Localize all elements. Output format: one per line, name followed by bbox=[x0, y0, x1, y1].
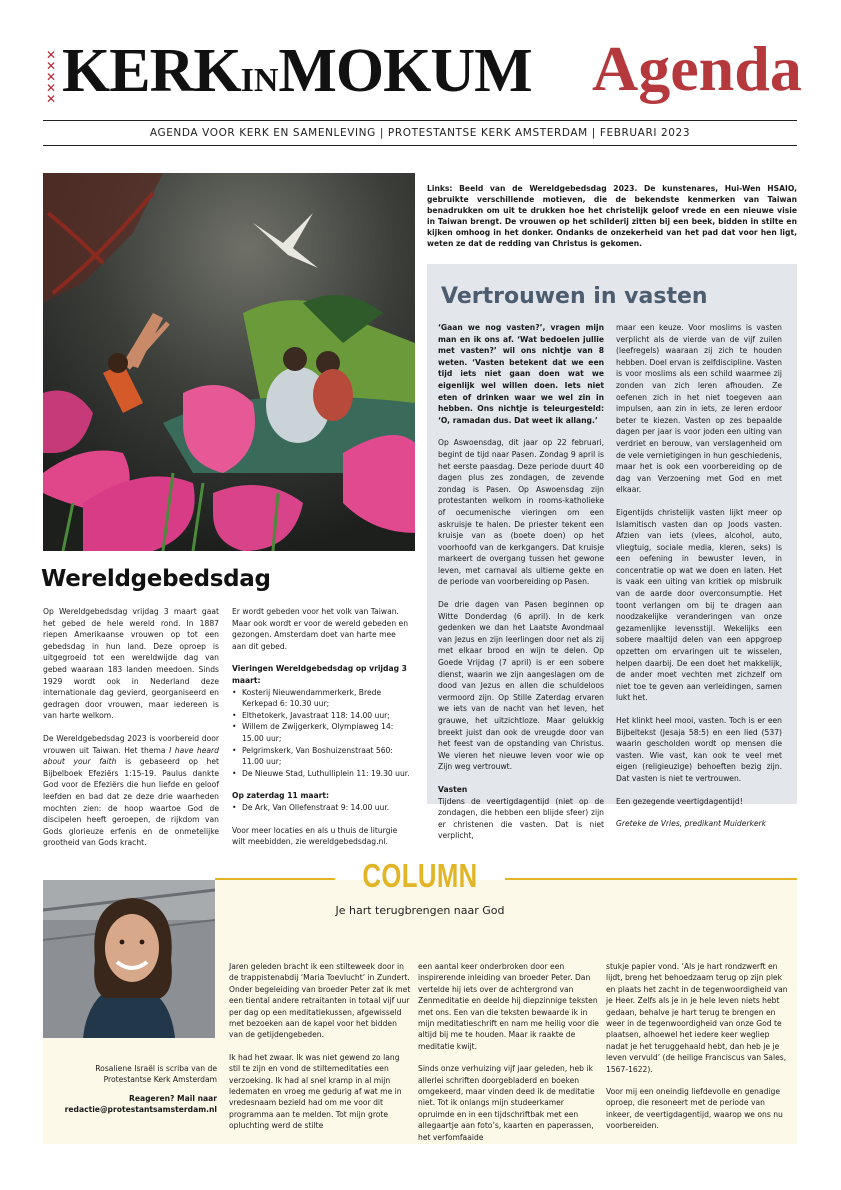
column-text-1 bbox=[229, 961, 413, 1143]
masthead-kerk: KERK bbox=[62, 37, 241, 105]
masthead-mokum: MOKUM bbox=[278, 37, 532, 105]
wereld-text: De Wereldgebedsdag 2023 is voorbereid door vrouwen uit Taiwan. Het thema bbox=[43, 733, 219, 755]
wereldgebedsdag-painting bbox=[43, 173, 415, 551]
vertrouwen-blessing: Een gezegende veertigdagentijd! bbox=[616, 796, 743, 806]
column-text-3 bbox=[606, 961, 790, 1143]
reply-contact[interactable]: Reageren? Mail naar redactie@protestantsamsterdam.nl bbox=[64, 1094, 217, 1114]
subtitle-rule bbox=[43, 145, 797, 146]
column-heading: COLUMN bbox=[362, 857, 478, 894]
list-item: • Willem de Zwijgerkerk, Olympiaweg 14: 15.00 uur; bbox=[232, 721, 412, 744]
vertrouwen-signature: Greteke de Vries, predikant Muiderkerk bbox=[616, 819, 767, 829]
masthead-subtitle: AGENDA VOOR KERK EN SAMENLEVING | PROTESTANTSE KERK AMSTERDAM | FEBRUARI 2023 bbox=[149, 127, 691, 139]
wereld-column-1 bbox=[43, 606, 219, 860]
vieringen-heading: Vieringen Wereldgebedsdag op vrijdag 3 maart: bbox=[232, 664, 407, 685]
column-paragraph: Jaren geleden bracht ik een stilteweek door in de trappistenabdij ‘Maria Toevlucht’ in Zundert. Onder begeleiding van broeder Peter zat ik met een tiental andere retraitanten in totaal vijf uur per dag op een meditatiekussen, afgewisseld met bezoeken aan de kapel voor het bidden van de getijdengebeden. bbox=[229, 962, 411, 1040]
list-item: • De Nieuwe Stad, Luthulliplein 11: 19.30 uur. bbox=[232, 768, 412, 780]
vertrouwen-paragraph: Het klinkt heel mooi, vasten. Toch is er een Bijbeltekst (Jesaja 58:5) en een lied (537) waarin gescholden wordt op mensen die vasten. Wie vast, kan ook te veel met eigen (religieuzige) behoeften bezig zijn. Dat vasten is niet te vertrouwen. bbox=[616, 716, 782, 783]
vertrouwen-lead: ‘Gaan we nog vasten?’, vragen mijn man en ik ons af. ‘Wat bedoelen jullie met vasten?’ wil ons nichtje van 8 weten. ‘Vasten betekent dat we een tijd iets niet gaan doen wat we eigenlijk wel willen doen. Iets niet eten of drinken waar we wel zin in hebben. Ons nichtje is teleurgesteld: ‘O, ramadan dus. Dat weet ik allang.’ bbox=[438, 323, 604, 425]
list-item: • Pelgrimskerk, Van Boshuizenstraat 560: 11.00 uur; bbox=[232, 745, 412, 768]
author-photo bbox=[43, 880, 215, 1038]
vertrouwen-paragraph: Op Aswoensdag, dit jaar op 22 februari, begint de tijd naar Pasen. Zondag 9 april is het eerste paasdag. Deze periode duurt 40 dagen plus zes zondagen, de zevende zondag is Pasen. Op Aswoensdag zijn protestanten welkom in rooms-katholieke of oecumenische vieringen om een askruisje te halen. De priester tekent een kruisje van as (boete doen) op het voorhoofd van de kerkgangers. Dat kruisje markeert de overgang tussen het gewone leven, met carnaval als ultieme gekte en de periode van voorbereiding op Pasen. bbox=[438, 438, 604, 587]
amsterdam-crosses-icon: ✕ ✕ ✕ ✕ ✕ bbox=[45, 48, 57, 106]
column-paragraph: stukje papier vond. ‘Als je hart rondzwerft en lijdt, breng het behoedzaam terug op zijn plek en plaats het zacht in de tegenwoordigheid van je Heer. Zelfs als je in je hele leven niets hebt gedaan, behalve je hart terug te brengen en weer in de tegenwoordigheid van onze God te plaatsen, alhoewel het iedere keer wegliep nadat je het teruggehaald hebt, dan heb je je leven vervuld’ (de heilige Franciscus van Sales, 1567-1622). bbox=[606, 962, 788, 1074]
vasten-subheading: Vasten bbox=[438, 784, 468, 794]
column-paragraph: Voor mij een oneindig liefdevolle en genadige oproep, die resoneert met de periode van inkeer, de veertigdagentijd, waarop we ons nu voorbereiden. bbox=[606, 1087, 783, 1131]
column-rule-right bbox=[505, 878, 797, 880]
wereldgebedsdag-title: Wereldgebedsdag bbox=[41, 566, 271, 592]
vieringen-list bbox=[232, 687, 412, 780]
painting-caption: Links: Beeld van de Wereldgebedsdag 2023. De kunstenares, Hui-Wen HSAIO, gebruikte verschillende motieven, die de bekendste kenmerken van Taiwan benadrukken om uit te drukken hoe het christelijk geloof vrede en een nieuwe visie in Taiwan brengt. De vrouwen op het schilderij zitten bij een beek, bidden in stilte en kijken omhoog in het donker. Ondanks de onzekerheid van het pad dat voor hen ligt, weten ze dat de redding van Christus is gekomen. bbox=[427, 184, 797, 248]
column-rule-left bbox=[215, 878, 335, 880]
zaterdag-heading: Op zaterdag 11 maart: bbox=[232, 791, 330, 801]
wereld-paragraph: Er wordt gebeden voor het volk van Taiwan. Maar ook wordt er voor de wereld gebeden en gezongen. Amsterdam doet van harte mee aan dit gebed. bbox=[232, 607, 409, 651]
vertrouwen-paragraph: Tijdens de veertigdagentijd (niet op de zondagen, die hebben een blijde sfeer) zijn er christenen die vasten. Dat is niet verplicht, bbox=[438, 796, 604, 841]
wereld-paragraph bbox=[43, 733, 219, 849]
column-paragraph: Sinds onze verhuizing vijf jaar geleden, heb ik allerlei schriften doorgebladerd en boeken omgekeerd, maar vinden deed ik de meditatie niet. Tot ik onlangs mijn studeerkamer opruimde en in een tijdschriftbak met een allegaartje aan foto’s, kaarten en paperassen, het verfomfaaide bbox=[418, 1064, 595, 1142]
wereld-column-2 bbox=[232, 606, 412, 859]
author-note: Rosaliene Israël is scriba van de Protestantse Kerk Amsterdam bbox=[95, 1064, 217, 1084]
zaterdag-list bbox=[232, 802, 412, 814]
column-subtitle: Je hart terugbrengen naar God bbox=[335, 904, 505, 917]
vertrouwen-column-2 bbox=[616, 322, 782, 841]
vertrouwen-paragraph: De drie dagen van Pasen beginnen op Witte Donderdag (6 april). In de kerk gedenken we dan het Laatste Avondmaal van Jezus en zijn leerlingen door net als zij met elkaar brood en wijn te delen. Op Goede Vrijdag (7 april) is er een sobere dienst, waarin we zijn aangeslagen om de dood van Jezus en allen die schuldeloos vermoord zijn. Op Stille Zaterdag ervaren we iets van de nacht van het leven, het grauwe, het uitzichtloze. Maar gelukkig breekt juist dan ook de vreugde door van het feest van de opstanding van Christus. We vieren het nieuwe leven voor wie op Zijn weg vertrouwt. bbox=[438, 600, 604, 772]
top-rule bbox=[43, 120, 797, 121]
vertrouwen-column-1 bbox=[438, 322, 604, 853]
list-item: • Elthetokerk, Javastraat 118: 14.00 uur; bbox=[232, 710, 412, 722]
vertrouwen-paragraph: Eigentijds christelijk vasten lijkt meer op Islamitisch vasten dan op Joods vasten. Afzien van iets (vlees, alcohol, auto, vliegtuig, sociale media, kleren, seks) is een oefening in bewuster leven, in concentratie op wat we doen en laten. Het is vaak een uiting van kritiek op misbruik van de aarde door overconsumptie. Het toont verlangen om bij te dragen aan noodzakelijke veranderingen van onze gezamenlijke levensstijl. Wekelijks een sobere maaltijd delen van een appgroep opzetten om ervaringen uit te wisselen, helpen daarbij. De een doet het makkelijk, de ander moet vechten met zichzelf om niet toe te geven aan verleidingen, samen lukt het. bbox=[616, 507, 782, 703]
column-text-2 bbox=[418, 961, 602, 1154]
author-caption bbox=[60, 1063, 217, 1123]
masthead-agenda: Agenda bbox=[592, 33, 802, 104]
list-item: • Kosterij Nieuwendammerkerk, Brede Kerkepad 6: 10.30 uur; bbox=[232, 687, 412, 710]
column-paragraph: Ik had het zwaar. Ik was niet gewend zo lang stil te zijn en vond de stiltemeditaties een verzoeking. Ik had al snel kramp in al mijn ledematen en vroeg me gedurig af wat me in vredesnaam bezield had om me voor dit programma aan te melden. Tot mijn grote opluchting werd de stilte bbox=[229, 1052, 402, 1131]
wereld-text: is gebaseerd op het Bijbelboek Efeziërs 1:15-19. Paulus dankte God voor de Efeziërs die hun liefde en geloof leefden en bad dat ze deze drie waarheden mochten zien: de hoop waartoe God de discipelen heeft geroepen, de rijkdom van Gods glorieuze erfenis en de onmetelijke grootheid van Gods kracht. bbox=[43, 757, 219, 848]
vertrouwen-title: Vertrouwen in vasten bbox=[441, 284, 708, 309]
wereld-paragraph: Op Wereldgebedsdag vrijdag 3 maart gaat het gebed de hele wereld rond. In 1887 riepen Amerikaanse vrouwen op tot een gebedsdag in hun land. Deze oproep is uitgegroeid tot een wereldwijde dag van gebed waaraan 183 landen meedoen. Sinds 1929 wordt ook in Nederland deze internationale dag gevierd, georganiseerd en gedragen door vrouwen, maar iedereen is van harte welkom. bbox=[43, 607, 219, 721]
column-paragraph: een aantal keer onderbroken door een inspirerende inleiding van broeder Peter. Dan vertelde hij iets over de achtergrond van Zenmeditatie en deelde hij diepzinnige teksten met ons. Een van die teksten bewaarde ik in mijn meditatieschrift en nam me heilig voor die altijd bij me te houden. Maar ik raakte de meditatie kwijt. bbox=[418, 962, 599, 1051]
masthead-title bbox=[62, 36, 532, 116]
vertrouwen-paragraph: maar een keuze. Voor moslims is vasten verplicht als de vierde van de vijf zuilen (leefregels) waaraan zij zich te houden hebben. Doel ervan is zelfdiscipline. Vasten is voor moslims als een schild waarmee zij zonden van zich leren afhouden. Ze oefenen zich in het niet toegeven aan impulsen, aan zin in iets, ze leren erdoor beter te kiezen. Vasten op zes bepaalde dagen per jaar is voor joden een uiting van verdriet en berouw, van verslagenheid om de vele vernietigingen in hun geschiedenis, maar het is ook een voorbereiding op de dag van Verzoening met God en met elkaar. bbox=[616, 323, 782, 495]
wereld-closing: Voor meer locaties en als u thuis de liturgie wilt meebidden, zie wereldgebedsdag.nl. bbox=[232, 825, 398, 847]
list-item: • De Ark, Van Ollefenstraat 9: 14.00 uur. bbox=[232, 802, 412, 814]
masthead-in: IN bbox=[240, 62, 279, 99]
wereld-theme: I have heard about your faith bbox=[43, 745, 219, 767]
